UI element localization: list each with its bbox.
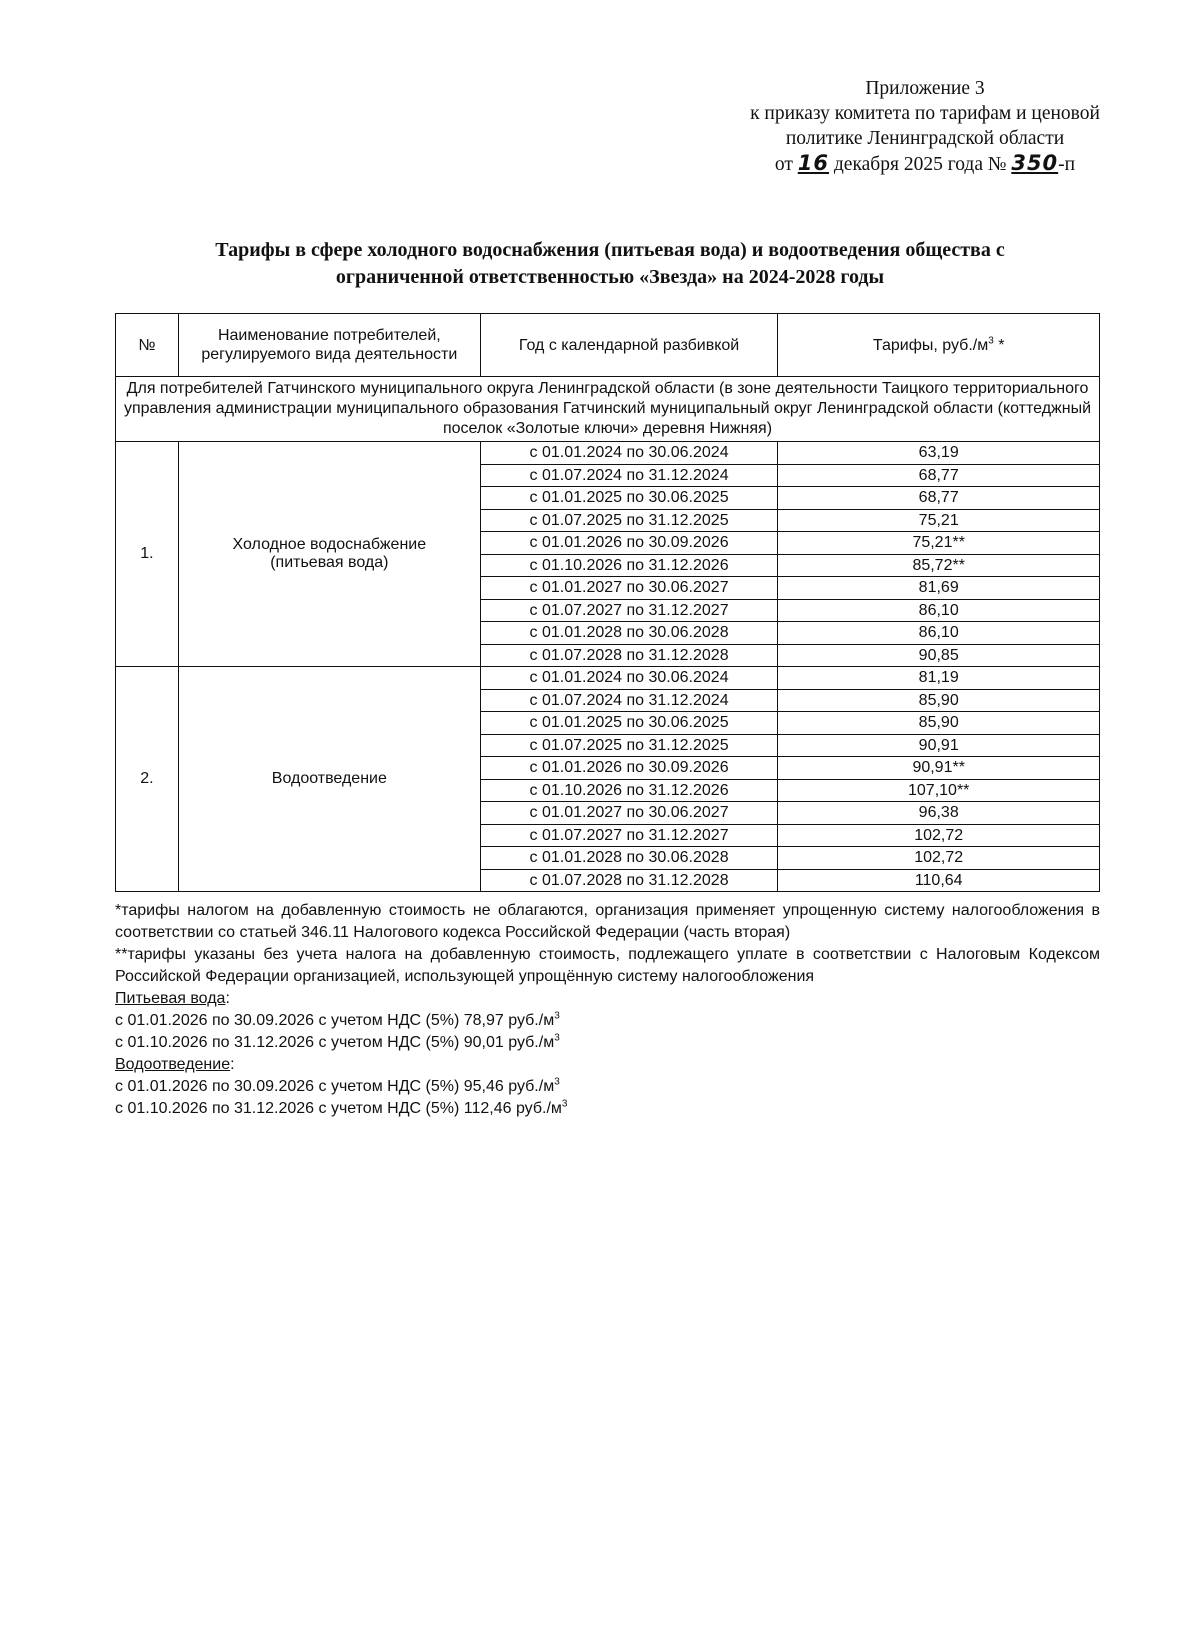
period-cell: с 01.10.2026 по 31.12.2026 (480, 554, 778, 577)
header-consumer-name: Наименование потребителей, регулируемого вида деятельности (178, 314, 480, 377)
header-period: Год с календарной разбивкой (480, 314, 778, 377)
tariff-value-cell: 102,72 (778, 847, 1100, 870)
water-heading: Питьевая вода (115, 990, 226, 1007)
handwritten-order-number: 350 (1011, 151, 1059, 175)
handwritten-day: 16 (797, 151, 830, 175)
title-line-1: Тарифы в сфере холодного водоснабжения (питьевая вода) и водоотведения общества с (215, 239, 1005, 261)
period-cell: с 01.07.2025 по 31.12.2025 (480, 734, 778, 757)
table-row (116, 442, 1100, 465)
period-cell: с 01.01.2025 по 30.06.2025 (480, 712, 778, 735)
period-cell: с 01.01.2027 по 30.06.2027 (480, 577, 778, 600)
water-vat-text-1: с 01.01.2026 по 30.09.2026 с учетом НДС (5%) 78,97 руб./м (115, 1012, 555, 1029)
row-number: 1. (116, 442, 179, 667)
unit-superscript: 3 (561, 1098, 568, 1110)
unit-superscript: 3 (554, 1032, 560, 1044)
tariff-value-cell: 75,21 (778, 509, 1100, 532)
tariff-value-cell: 81,19 (778, 667, 1100, 690)
period-cell: с 01.07.2024 по 31.12.2024 (480, 689, 778, 712)
tariff-value-cell: 102,72 (778, 824, 1100, 847)
water-vat-line-2 (115, 1032, 1100, 1054)
water-vat-line-1 (115, 1010, 1100, 1032)
zone-description: Для потребителей Гатчинского муниципального округа Ленинградской области (в зоне деятельности Таицкого территориального управления администрации муниципального образования Гатчинский муниципальный округ Ленинградской области (коттеджный поселок «Золотые ключи» деревня Нижняя) (116, 377, 1100, 442)
activity-name: Водоотведение (178, 667, 480, 892)
tariff-value-cell: 90,91 (778, 734, 1100, 757)
table-row (116, 667, 1100, 690)
unit-superscript: 3 (554, 1010, 560, 1022)
water-vat-text-2: с 01.10.2026 по 31.12.2026 с учетом НДС (5%) 90,01 руб./м (115, 1034, 555, 1051)
footnote-1: *тарифы налогом на добавленную стоимость не облагаются, организация применяет упрощенную систему налогообложения в соответствии со статьей 346.11 Налогового кодекса Российской Федерации (часть вторая) (115, 902, 1100, 941)
header-tariff-asterisk: * (993, 336, 1005, 354)
tariff-value-cell: 68,77 (778, 464, 1100, 487)
tariff-value-cell: 107,10** (778, 779, 1100, 802)
tariff-value-cell: 90,91** (778, 757, 1100, 780)
period-cell: с 01.01.2026 по 30.09.2026 (480, 757, 778, 780)
sewer-vat-line-2 (115, 1098, 1100, 1120)
row-number: 2. (116, 667, 179, 892)
zone-row (116, 377, 1100, 442)
title-line-2: ограниченной ответственностью «Звезда» на 2024-2028 годы (335, 266, 885, 288)
sewer-vat-text-1: с 01.01.2026 по 30.09.2026 с учетом НДС (5%) 95,46 руб./м (115, 1078, 555, 1095)
period-cell: с 01.07.2028 по 31.12.2028 (480, 869, 778, 892)
period-cell: с 01.07.2027 по 31.12.2027 (480, 824, 778, 847)
tariff-value-cell: 96,38 (778, 802, 1100, 825)
tariff-value-cell: 90,85 (778, 644, 1100, 667)
period-cell: с 01.01.2025 по 30.06.2025 (480, 487, 778, 510)
period-cell: с 01.07.2027 по 31.12.2027 (480, 599, 778, 622)
period-cell: с 01.01.2026 по 30.09.2026 (480, 532, 778, 555)
appendix-date-line (690, 151, 1160, 177)
unit-superscript: 3 (554, 1076, 560, 1088)
table-header-row (116, 314, 1100, 377)
tariff-value-cell: 63,19 (778, 442, 1100, 465)
appendix-line-1: Приложение 3 (865, 78, 985, 99)
sewer-vat-text-2: с 01.10.2026 по 31.12.2026 с учетом НДС (5%) 112,46 руб./м (115, 1100, 562, 1117)
tariff-value-cell: 85,72** (778, 554, 1100, 577)
period-cell: с 01.01.2024 по 30.06.2024 (480, 442, 778, 465)
period-cell: с 01.01.2028 по 30.06.2028 (480, 847, 778, 870)
order-number-suffix: -п (1058, 154, 1076, 175)
tariff-value-cell: 85,90 (778, 689, 1100, 712)
appendix-line-2: к приказу комитета по тарифам и ценовой (750, 103, 1100, 124)
period-cell: с 01.01.2028 по 30.06.2028 (480, 622, 778, 645)
sewer-vat-line-1 (115, 1076, 1100, 1098)
tariff-value-cell: 86,10 (778, 599, 1100, 622)
footnote-2: **тарифы указаны без учета налога на добавленную стоимость, подлежащего уплате в соответствии с Налоговым Кодексом Российской Федерации организацией, использующей упрощённую систему налогообложения (115, 946, 1100, 985)
period-cell: с 01.07.2025 по 31.12.2025 (480, 509, 778, 532)
appendix-header (690, 76, 1160, 177)
header-tariff-label: Тарифы, руб./м (872, 336, 989, 354)
appendix-line-3: политике Ленинградской области (785, 128, 1065, 149)
tariff-value-cell: 85,90 (778, 712, 1100, 735)
tariff-value-cell: 81,69 (778, 577, 1100, 600)
header-tariff (778, 314, 1100, 377)
period-cell: с 01.07.2024 по 31.12.2024 (480, 464, 778, 487)
tariff-value-cell: 86,10 (778, 622, 1100, 645)
header-number: № (116, 314, 179, 377)
sewer-heading: Водоотведение (115, 1056, 231, 1073)
tariff-value-cell: 68,77 (778, 487, 1100, 510)
tariff-table (115, 313, 1100, 892)
sewer-heading-colon: : (230, 1056, 235, 1073)
tariff-value-cell: 110,64 (778, 869, 1100, 892)
period-cell: с 01.01.2027 по 30.06.2027 (480, 802, 778, 825)
header-tariff-superscript: 3 (988, 335, 994, 347)
date-prefix: от (774, 154, 793, 175)
period-cell: с 01.10.2026 по 31.12.2026 (480, 779, 778, 802)
activity-name: Холодное водоснабжение (питьевая вода) (178, 442, 480, 667)
sewer-heading-line (115, 1054, 1100, 1076)
document-title (120, 237, 1100, 291)
footnotes (115, 900, 1100, 1120)
tariff-value-cell: 75,21** (778, 532, 1100, 555)
period-cell: с 01.07.2028 по 31.12.2028 (480, 644, 778, 667)
water-heading-colon: : (225, 990, 230, 1007)
date-middle: декабря 2025 года № (833, 154, 1007, 175)
water-heading-line (115, 988, 1100, 1010)
period-cell: с 01.01.2024 по 30.06.2024 (480, 667, 778, 690)
